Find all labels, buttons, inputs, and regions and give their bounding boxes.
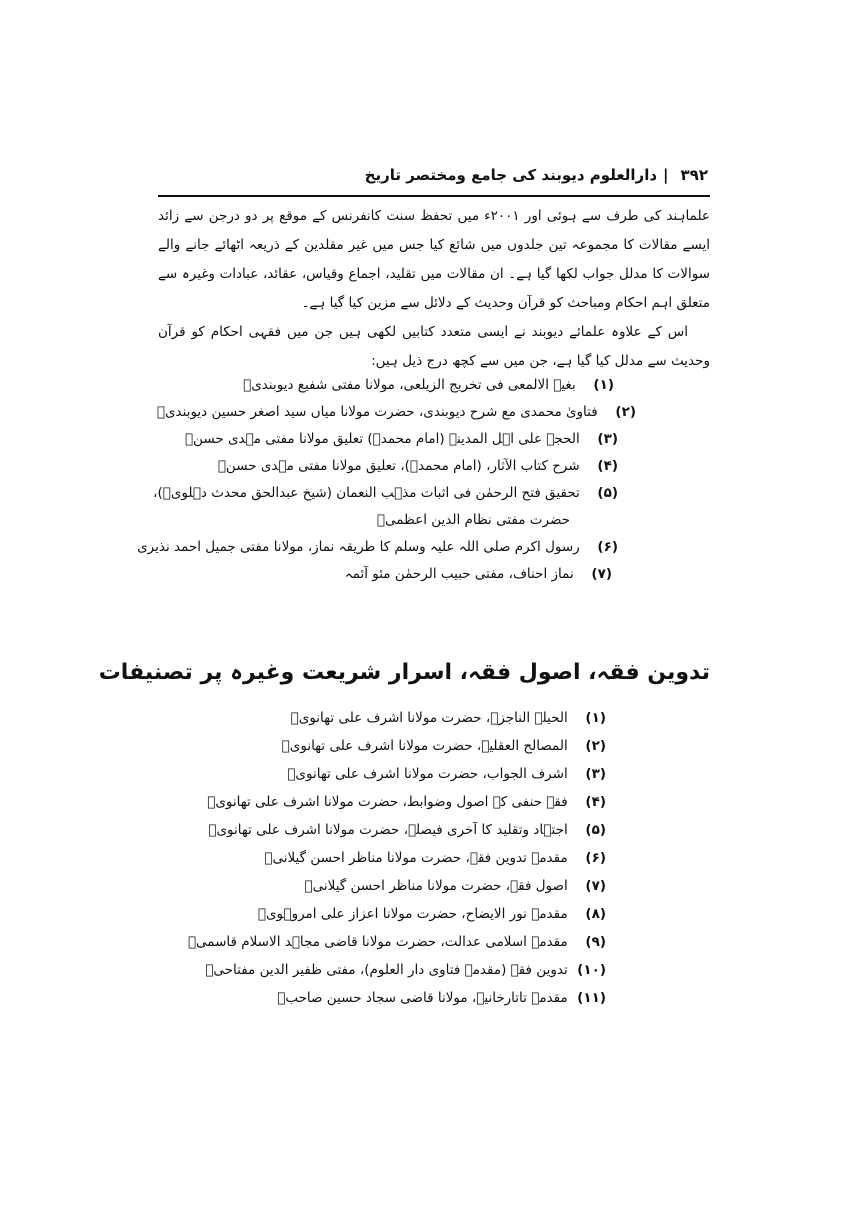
item-number: (۳) <box>585 766 606 782</box>
item-number: (۹) <box>585 934 606 950</box>
list-item <box>158 760 710 788</box>
list-item <box>158 788 710 816</box>
book-title: دارالعلوم دیوبند کی جامع ومختصر تاریخ <box>364 166 658 184</box>
list-item-continuation <box>158 507 710 534</box>
item-text: المصالح العقلیہ، حضرت مولانا اشرف علی تھانویؒ <box>281 738 568 754</box>
item-number: (۲) <box>615 404 636 420</box>
section-heading: تدوین فقہ، اصول فقہ، اسرار شریعت وغیرہ پر تصنیفات <box>98 660 710 685</box>
header-rule <box>158 195 710 197</box>
item-number: (۶) <box>585 850 606 866</box>
paragraph-1: علماہند کی طرف سے ہوئی اور ۲۰۰۱ء میں تحفظ سنت کانفرنس کے موقع پر دو درجن سے زائد ایسے مقالات کا مجموعہ تین جلدوں میں شائع کیا جس میں غیر مقلدین کے ذریعہ اٹھائے جانے والے سوالات کا مدلل جواب لکھا گیا ہے۔ ان مقالات میں تقلید، اجماع وقیاس، عقائد، عبادات وغیرہ سے متعلق اہم احکام ومباحث کو قرآن وحدیث کے دلائل سے مزین کیا گیا ہے۔ <box>158 208 710 311</box>
page-number: ۳۹۲ <box>680 166 708 184</box>
item-text: فقہ حنفی کے اصول وضوابط، حضرت مولانا اشرف علی تھانویؒ <box>207 794 568 810</box>
item-text: اشرف الجواب، حضرت مولانا اشرف علی تھانویؒ <box>287 766 568 782</box>
header-separator: | <box>663 166 669 184</box>
item-number: (۸) <box>585 906 606 922</box>
item-text: مقدمہ اسلامی عدالت، حضرت مولانا قاضی مجاہد الاسلام قاسمیؒ <box>187 934 568 950</box>
item-number: (۴) <box>597 458 618 474</box>
item-text: شرح کتاب الآثار، (امام محمدؒ)، تعلیق مولانا مفتی مہدی حسنؒ <box>217 458 580 474</box>
item-text: الحجۃ علی اہل المدینۃ (امام محمدؒ) تعلیق مولانا مفتی مہدی حسنؒ <box>184 431 580 447</box>
item-text: نماز احناف، مفتی حبیب الرحمٰن مئو آئمہ <box>344 566 574 582</box>
list-item <box>158 561 710 588</box>
list-item <box>158 399 710 426</box>
item-number: (۷) <box>585 878 606 894</box>
item-number: (۶) <box>597 539 618 555</box>
books-list-2 <box>158 704 710 1012</box>
list-item <box>158 704 710 732</box>
item-text: رسول اکرم صلی اللہ علیہ وسلم کا طریقہ نماز، مولانا مفتی جمیل احمد نذیری <box>137 539 580 555</box>
list-item <box>153 480 710 507</box>
item-number: (۱) <box>593 377 614 393</box>
item-text: تحقیق فتح الرحمٰن فی اثبات مذہب النعمان (شیخ عبدالحق محدث دہلویؒ)، <box>153 485 580 501</box>
item-text: بغیۃ الالمعی فی تخریج الزیلعی، مولانا مفتی شفیع دیوبندیؒ <box>243 377 576 393</box>
item-number: (۳) <box>597 431 618 447</box>
list-item <box>158 844 710 872</box>
item-number: (۵) <box>585 822 606 838</box>
item-number: (۱) <box>585 710 606 726</box>
item-text: مقدمۂ نور الایضاح، حضرت مولانا اعزاز علی امروہویؒ <box>257 906 568 922</box>
running-header <box>160 160 708 190</box>
list-item <box>158 816 710 844</box>
item-text: اصول فقہ، حضرت مولانا مناظر احسن گیلانیؒ <box>304 878 568 894</box>
list-item <box>137 534 710 561</box>
list-item <box>158 732 710 760</box>
body-text <box>158 202 710 376</box>
list-item <box>158 453 710 480</box>
item-number: (۲) <box>585 738 606 754</box>
list-item <box>158 984 710 1012</box>
item-number: (۱۱) <box>577 990 606 1006</box>
item-number: (۴) <box>585 794 606 810</box>
list-item <box>158 426 710 453</box>
item-text: اجتہاد وتقلید کا آخری فیصلہ، حضرت مولانا اشرف علی تھانویؒ <box>208 822 568 838</box>
list-item <box>158 928 710 956</box>
item-number: (۱۰) <box>577 962 606 978</box>
item-text: حضرت مفتی نظام الدین اعظمیؒ <box>376 512 570 528</box>
item-number: (۷) <box>591 566 612 582</box>
list-item <box>158 900 710 928</box>
item-text: تدوین فقہ (مقدمہ فتاوی دار العلوم)، مفتی ظفیر الدین مفتاحیؒ <box>205 962 568 978</box>
list-item <box>158 372 710 399</box>
item-text: مقدمۂ تدوین فقہ، حضرت مولانا مناظر احسن گیلانیؒ <box>264 850 568 866</box>
list-item <box>158 956 710 984</box>
item-number: (۵) <box>597 485 618 501</box>
list-item <box>158 872 710 900</box>
item-text: الحیلۃ الناجزہ، حضرت مولانا اشرف علی تھانویؒ <box>290 710 568 726</box>
item-text: فتاویٰ محمدی مع شرح دیوبندی، حضرت مولانا میاں سید اصغر حسین دیوبندیؒ <box>156 404 598 420</box>
books-list-1 <box>137 372 710 588</box>
item-text: مقدمۂ تاتارخانیہ، مولانا قاضی سجاد حسین صاحبؒ <box>277 990 568 1006</box>
paragraph-2: اس کے علاوہ علمائے دیوبند نے ایسی متعدد کتابیں لکھی ہیں جن میں فقہی احکام کو قرآن وحدیث سے مدلل کیا گیا ہے، جن میں سے کچھ درج ذیل ہیں: <box>158 324 710 369</box>
